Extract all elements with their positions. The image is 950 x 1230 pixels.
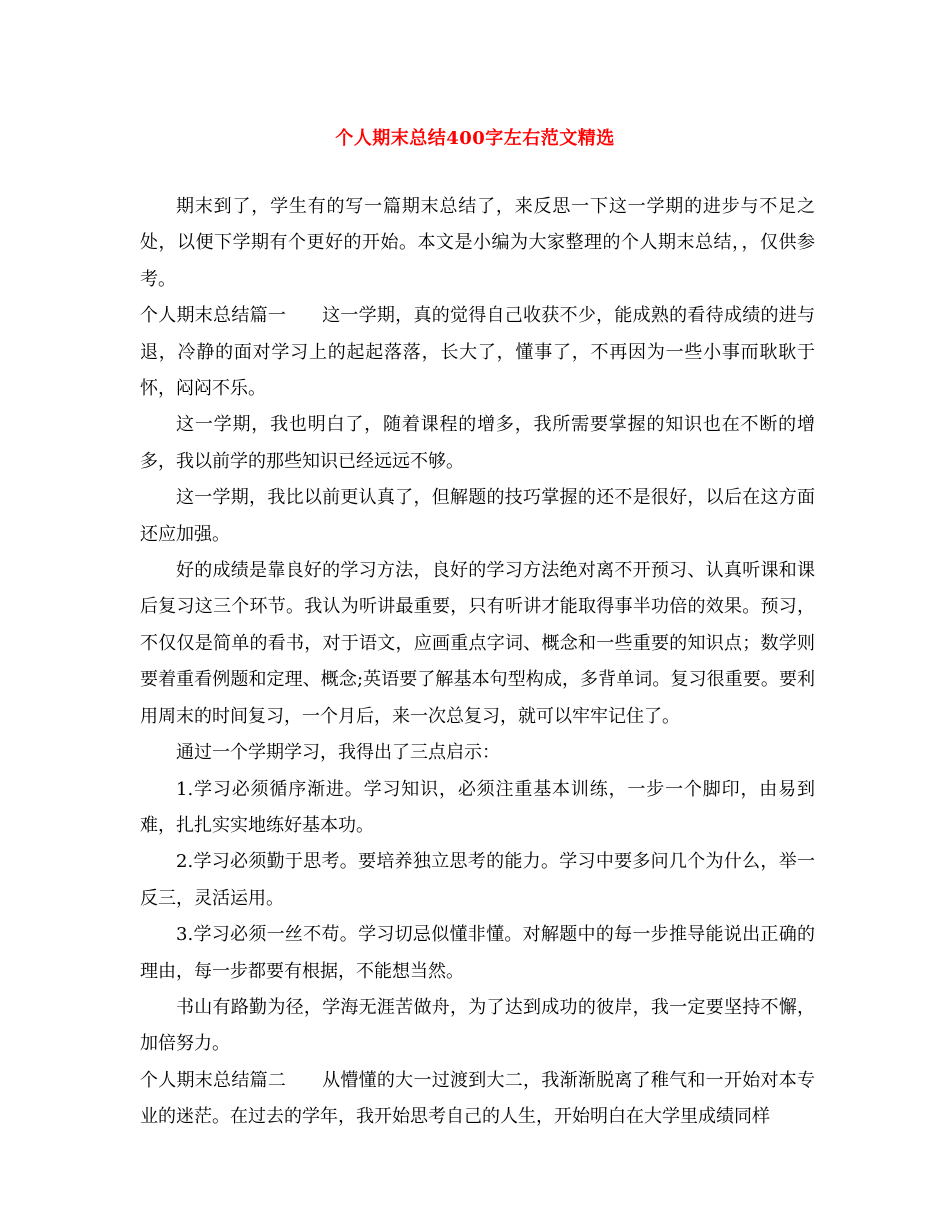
section-one-heading: 个人期末总结篇一	[140, 305, 287, 327]
paragraph: 这一学期，我比以前更认真了，但解题的技巧掌握的还不是很好，以后在这方面还应加强。	[140, 487, 815, 545]
paragraph: 好的成绩是靠良好的学习方法，良好的学习方法绝对离不开预习、认真听课和课后复习这三个环节。我认为听讲最重要，只有听讲才能取得事半功倍的效果。预习，不仅仅是简单的看书，对于语文，应画重点字词、概念和一些重要的知识点；数学则要着重看例题和定理、概念;英语要了解基本句型构成，多背单词。复习很重要。要利用周末的时间复习，一个月后，来一次总复习，就可以牢牢记住了。	[140, 560, 815, 727]
document-title: 个人期末总结400字左右范文精选	[335, 128, 615, 149]
paragraph: 通过一个学期学习，我得出了三点启示：	[176, 742, 500, 764]
list-item: 1.学习必须循序渐进。学习知识，必须注重基本训练，一步一个脚印，由易到难，扎扎实实地练好基本功。	[140, 778, 815, 836]
document-body	[140, 189, 815, 1136]
intro-paragraph: 期末到了，学生有的写一篇期末总结了，来反思一下这一学期的进步与不足之处，以便下学期有个更好的开始。本文是小编为大家整理的个人期末总结，，仅供参考。	[140, 196, 815, 290]
section-two-heading: 个人期末总结篇二	[140, 1069, 287, 1091]
paragraph: 这一学期，我也明白了，随着课程的增多，我所需要掌握的知识也在不断的增多，我以前学的那些知识已经远远不够。	[140, 414, 815, 472]
section-two-paragraph	[140, 1063, 815, 1136]
section-two-text: 从懵懂的大一过渡到大二，我渐渐脱离了稚气和一开始对本专业的迷茫。在过去的学年，我开始思考自己的人生，开始明白在大学里成绩同样	[140, 1069, 816, 1128]
paragraph: 书山有路勤为径，学海无涯苦做舟，为了达到成功的彼岸，我一定要坚持不懈，加倍努力。	[140, 996, 815, 1055]
list-item: 2.学习必须勤于思考。要培养独立思考的能力。学习中要多问几个为什么，举一反三，灵活运用。	[140, 851, 815, 909]
section-one-paragraph	[140, 298, 815, 407]
section-one-text: 这一学期，真的觉得自己收获不少，能成熟的看待成绩的进与退，冷静的面对学习上的起起落落，长大了，懂事了，不再因为一些小事而耿耿于怀，闷闷不乐。	[140, 305, 816, 400]
list-item: 3.学习必须一丝不苟。学习切忌似懂非懂。对解题中的每一步推导能说出正确的理由，每一步都要有根据，不能想当然。	[140, 924, 815, 982]
